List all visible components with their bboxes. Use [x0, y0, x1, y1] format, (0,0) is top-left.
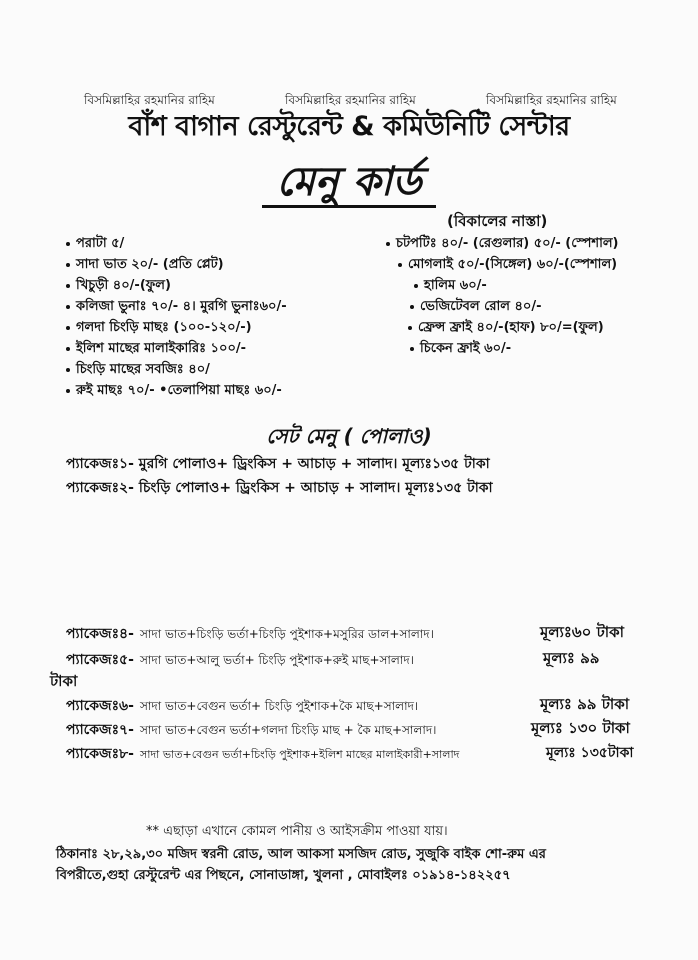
bullet-icon [66, 389, 70, 393]
list-item: পরাটা ৫/ [66, 234, 124, 255]
package-price: মূল্যঃ৬০ টাকা [540, 623, 624, 641]
package-price: মূল্যঃ ৯৯ টাকা [540, 695, 630, 713]
package-row: প্যাকেজঃ৫- সাদা ভাত+আলু ভর্তা+ চিংড়ি পুইশাক+রুই মাছ+সালাদ। [66, 652, 414, 668]
bullet-icon [66, 326, 70, 330]
menu-card-heading [0, 150, 698, 217]
snacks-heading: (বিকালের নাস্তা) [447, 212, 548, 230]
list-item: চিকেন ফ্রাই ৬০/- [410, 339, 511, 360]
bullet-icon [66, 263, 70, 267]
bullet-icon [66, 347, 70, 351]
set-menu-title: সেট মেনু ( পোলাও) [266, 424, 432, 448]
bullet-icon [386, 242, 390, 246]
address-line-1: ঠিকানাঃ ২৮,২৯,৩০ মজিদ স্বরনী রোড, আল আকসা মসজিদ রোড, সুজুকি বাইক শো-রুম এর [56, 847, 546, 862]
bullet-icon [410, 305, 414, 309]
package-row: প্যাকেজঃ৬- সাদা ভাত+বেগুন ভর্তা+ চিংড়ি পুইশাক+কৈ মাছ+সালাদ। [66, 698, 419, 714]
set-package-2: প্যাকেজঃ২- চিংড়ি পোলাও+ ড্রিংকিস + আচাড় + সালাদ। মূল্যঃ১৩৫ টাকা [66, 480, 493, 496]
list-item: ভেজিটেবল রোল ৪০/- [410, 297, 542, 318]
footer-note: ** এছাড়া এখানে কোমল পানীয় ও আইসক্রীম পাওয়া যায়। [146, 824, 448, 839]
package-price: মূল্যঃ ৯৯ [543, 649, 600, 667]
list-item: ফ্রেন্স ফ্রাই ৪০/-(হাফ) ৮০/=(ফুল) [408, 318, 604, 339]
list-item: হালিম ৬০/- [414, 276, 487, 297]
bismillah-text-2: বিসমিল্লাহির রহমানির রাহিম [285, 93, 416, 107]
set-package-1: প্যাকেজঃ১- মুরগি পোলাও+ ড্রিংকিস + আচাড় + সালাদ। মূল্যঃ১৩৫ টাকা [66, 456, 490, 472]
menu-card-label: মেনু কার্ড [262, 159, 435, 208]
package-row: প্যাকেজঃ৮- সাদা ভাত+বেগুন ভর্তা+চিংড়ি পুইশাক+ইলিশ মাছের মালাইকারী+সালাদ [66, 746, 460, 762]
bullet-icon [398, 263, 402, 267]
list-item: কলিজা ভুনাঃ ৭০/- ৪। মুরগি ভুনাঃ৬০/- [66, 297, 287, 318]
bullet-icon [66, 242, 70, 246]
package-row: প্যাকেজঃ৪- সাদা ভাত+চিংড়ি ভর্তা+চিংড়ি পুইশাক+মসুরির ডাল+সালাদ। [66, 626, 434, 642]
bullet-icon [66, 368, 70, 372]
package-price: মূল্যঃ ১৩০ টাকা [531, 719, 630, 737]
bullet-icon [66, 305, 70, 309]
list-item: খিচুড়ী ৪০/-(ফুল) [66, 276, 171, 297]
bullet-icon [66, 284, 70, 288]
bismillah-text-3: বিসমিল্লাহির রহমানির রাহিম [486, 93, 617, 107]
list-item: রুই মাছঃ ৭০/- •তেলাপিয়া মাছঃ ৬০/- [66, 381, 282, 402]
bismillah-text-1: বিসমিল্লাহির রহমানির রাহিম [84, 93, 215, 107]
bullet-icon [408, 326, 412, 330]
bullet-icon [414, 284, 418, 288]
package-price: মূল্যঃ ১৩৫টাকা [546, 745, 634, 761]
bullet-icon [410, 347, 414, 351]
list-item: সাদা ভাত ২০/- (প্রতি প্লেট) [66, 255, 224, 276]
restaurant-title: বাঁশ বাগান রেস্টুরেন্ট & কমিউনিটি সেন্টার [128, 111, 570, 142]
list-item: মোগলাই ৫০/-(সিঙ্গেল) ৬০/-(স্পেশাল) [398, 255, 617, 276]
list-item: চটপটিঃ ৪০/- (রেগুলার) ৫০/- (স্পেশাল) [386, 234, 618, 255]
address-line-2: বিপরীতে,গুহা রেস্টুরেন্ট এর পিছনে, সোনাডাঙ্গা, খুলনা , মোবাইলঃ ০১৯১৪-১৪২২৫৭ [56, 868, 511, 883]
package-row: প্যাকেজঃ৭- সাদা ভাত+বেগুন ভর্তা+গলদা চিংড়ি মাছ + কৈ মাছ+সালাদ। [66, 722, 437, 738]
list-item: গলদা চিংড়ি মাছঃ (১০০-১২০/-) [66, 318, 252, 339]
package-price-wrap: টাকা [50, 672, 78, 690]
list-item: ইলিশ মাছের মালাইকারিঃ ১০০/- [66, 339, 246, 360]
list-item: চিংড়ি মাছের সবজিঃ ৪০/ [66, 360, 210, 381]
